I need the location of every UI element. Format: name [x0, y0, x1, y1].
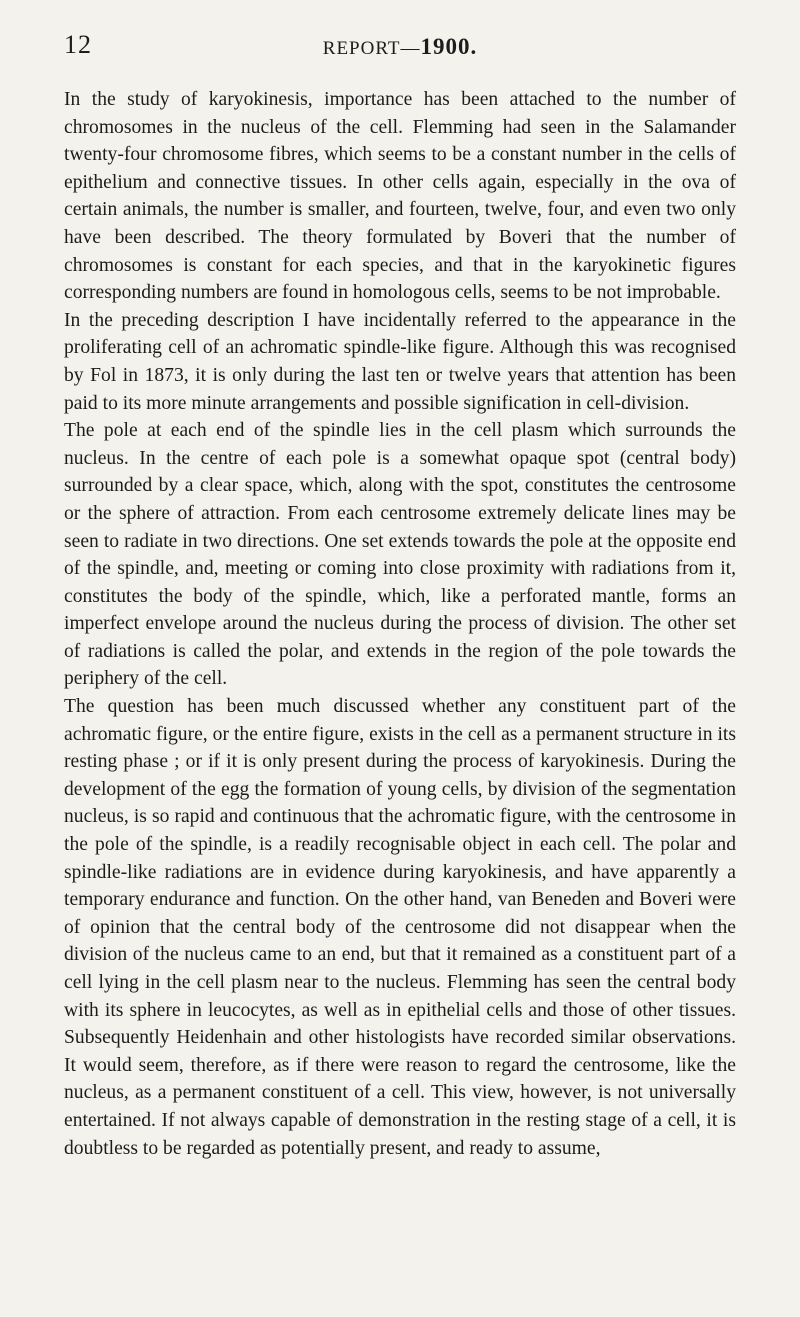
page-number: 12 — [64, 30, 92, 59]
page-header — [64, 30, 736, 64]
running-head-year: 1900. — [420, 34, 478, 59]
body-text — [64, 86, 736, 1162]
paragraph-centrosome: The pole at each end of the spindle lies in the cell plasm which surrounds the nucleus. In the centre of each pole is a somewhat opaque spot (central body) surrounded by a clear space, which, along with the spot, constitutes the centrosome or the sphere of attraction. From each centrosome extremely delicate lines may be seen to radiate in two directions. One set extends towards the pole at the opposite end of the spindle, and, meeting or coming into close proximity with radiations from it, constitutes the body of the spindle, which, like a perforated mantle, forms an imperfect envelope around the nucleus during the process of division. The other set of radiations is called the polar, and extends in the region of the pole towards the periphery of the cell. — [64, 420, 736, 690]
running-head — [64, 34, 736, 60]
paragraph-permanent-structure: The question has been much discussed whether any constituent part of the achromatic figure, or the entire figure, exists in the cell as a permanent structure in its resting phase ; or if it is only present during the process of karyokinesis. During the development of the egg the formation of young cells, by division of the segmentation nucleus, is so rapid and continuous that the achromatic figure, with the centrosome in the pole of the spindle, is a readily recognisable object in each cell. The polar and spindle-like radiations are in evidence during karyokinesis, and have apparently a temporary endurance and function. On the other hand, van Beneden and Boveri were of opinion that the central body of the centrosome did not disappear when the division of the nucleus came to an end, but that it remained as a constituent part of a cell lying in the cell plasm near to the nucleus. Flemming has seen the central body with its sphere in leucocytes, as well as in epithelial cells and those of other tissues. Subsequently Heidenhain and other histologists have recorded similar observations. It would seem, therefore, as if there were reason to regard the centrosome, like the nucleus, as a permanent constituent of a cell. This view, however, is not universally entertained. If not always capable of demonstration in the resting stage of a cell, it is doubtless to be regarded as potentially present, and ready to assume, — [64, 696, 736, 1159]
paragraph-chromosome-number: In the study of karyokinesis, importance has been attached to the number of chromosomes in the nucleus of the cell. Flemming had seen in the Salamander twenty-four chromosome fibres, which seems to be a constant number in the cells of epithelium and connective tissues. In other cells again, especially in the ova of certain animals, the number is smaller, and fourteen, twelve, four, and even two only have been described. The theory formulated by Boveri that the number of chromosomes is constant for each species, and that in the karyokinetic figures corresponding numbers are found in homologous cells, seems to be not improbable. — [64, 89, 736, 304]
paragraph-achromatic-spindle: In the preceding description I have incidentally referred to the appearance in the proliferating cell of an achromatic spindle-like figure. Although this was recognised by Fol in 1873, it is only during the last ten or twelve years that attention has been paid to its more minute arrangements and possible signification in cell-division. — [64, 309, 736, 414]
running-head-label: REPORT— — [322, 38, 421, 59]
